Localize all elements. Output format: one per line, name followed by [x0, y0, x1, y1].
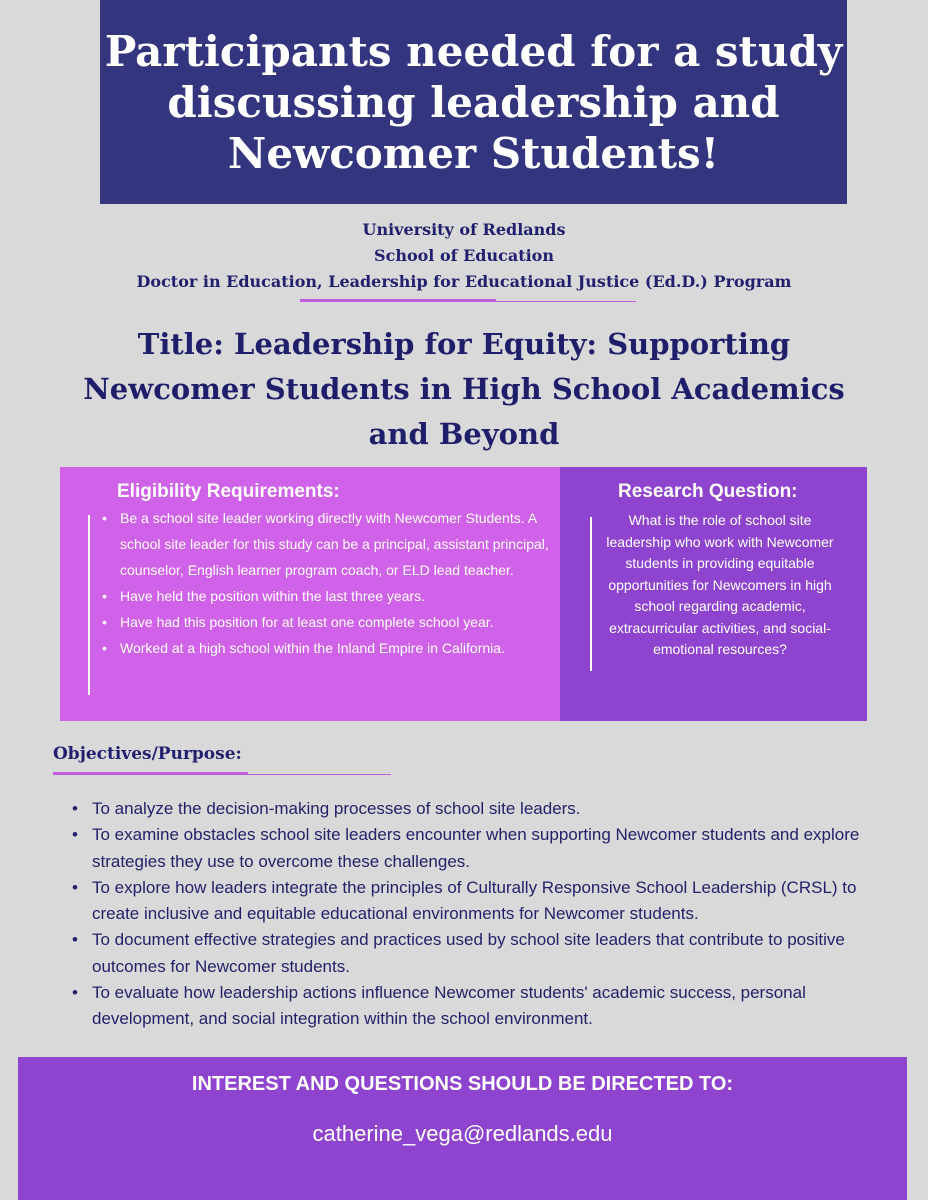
eligibility-panel	[60, 467, 560, 721]
research-side-bar	[590, 517, 592, 671]
research-panel	[560, 467, 867, 721]
eligibility-item: • Worked at a high school within the Inland Empire in California.	[120, 635, 560, 661]
institution-block	[0, 217, 928, 295]
contact-box	[18, 1057, 907, 1200]
objective-item: • To examine obstacles school site leaders encounter when supporting Newcomer students and explore strategies they use to overcome these challenges.	[92, 822, 892, 875]
eligibility-item: • Have held the position within the last three years.	[120, 583, 560, 609]
university-name: University of Redlands	[362, 220, 566, 239]
research-question: What is the role of school site leadership who work with Newcomer students in providing equitable opportunities for Newcomers in high school regarding academic, extracurricular activities, and social-emotional resources?	[606, 512, 834, 657]
objective-item: • To document effective strategies and practices used by school site leaders that contribute to positive outcomes for Newcomer students.	[92, 927, 892, 980]
school-name: School of Education	[374, 246, 554, 265]
headline: Participants needed for a study discussing leadership and Newcomer Students!	[104, 27, 843, 178]
institution-divider-accent	[300, 299, 496, 302]
objective-item: • To evaluate how leadership actions influence Newcomer students' academic success, personal development, and social integration within the school environment.	[92, 980, 892, 1033]
objectives-divider-accent	[53, 772, 248, 775]
eligibility-side-bar	[88, 515, 90, 695]
contact-email[interactable]: catherine_vega@redlands.edu	[312, 1121, 613, 1146]
research-heading: Research Question:	[618, 481, 798, 502]
eligibility-item: • Have had this position for at least one complete school year.	[120, 609, 560, 635]
objective-item: • To analyze the decision-making processes of school site leaders.	[92, 796, 892, 822]
headline-banner	[100, 0, 847, 204]
contact-heading: INTEREST AND QUESTIONS SHOULD BE DIRECTED TO:	[191, 1073, 734, 1095]
study-title: Title: Leadership for Equity: Supporting Newcomer Students in High School Academics and Beyond	[83, 327, 845, 451]
objectives-list	[92, 796, 892, 1033]
eligibility-heading: Eligibility Requirements:	[117, 481, 340, 502]
program-name: Doctor in Education, Leadership for Educational Justice (Ed.D.) Program	[136, 272, 792, 291]
objective-item: • To explore how leaders integrate the principles of Culturally Responsive School Leadership (CRSL) to create inclusive and equitable educational environments for Newcomer students.	[92, 875, 892, 928]
eligibility-list	[120, 505, 560, 661]
objectives-heading: Objectives/Purpose:	[53, 744, 242, 764]
eligibility-item: • Be a school site leader working directly with Newcomer Students. A school site leader for this study can be a principal, assistant principal, counselor, English learner program coach, or ELD lead teacher.	[120, 505, 560, 583]
